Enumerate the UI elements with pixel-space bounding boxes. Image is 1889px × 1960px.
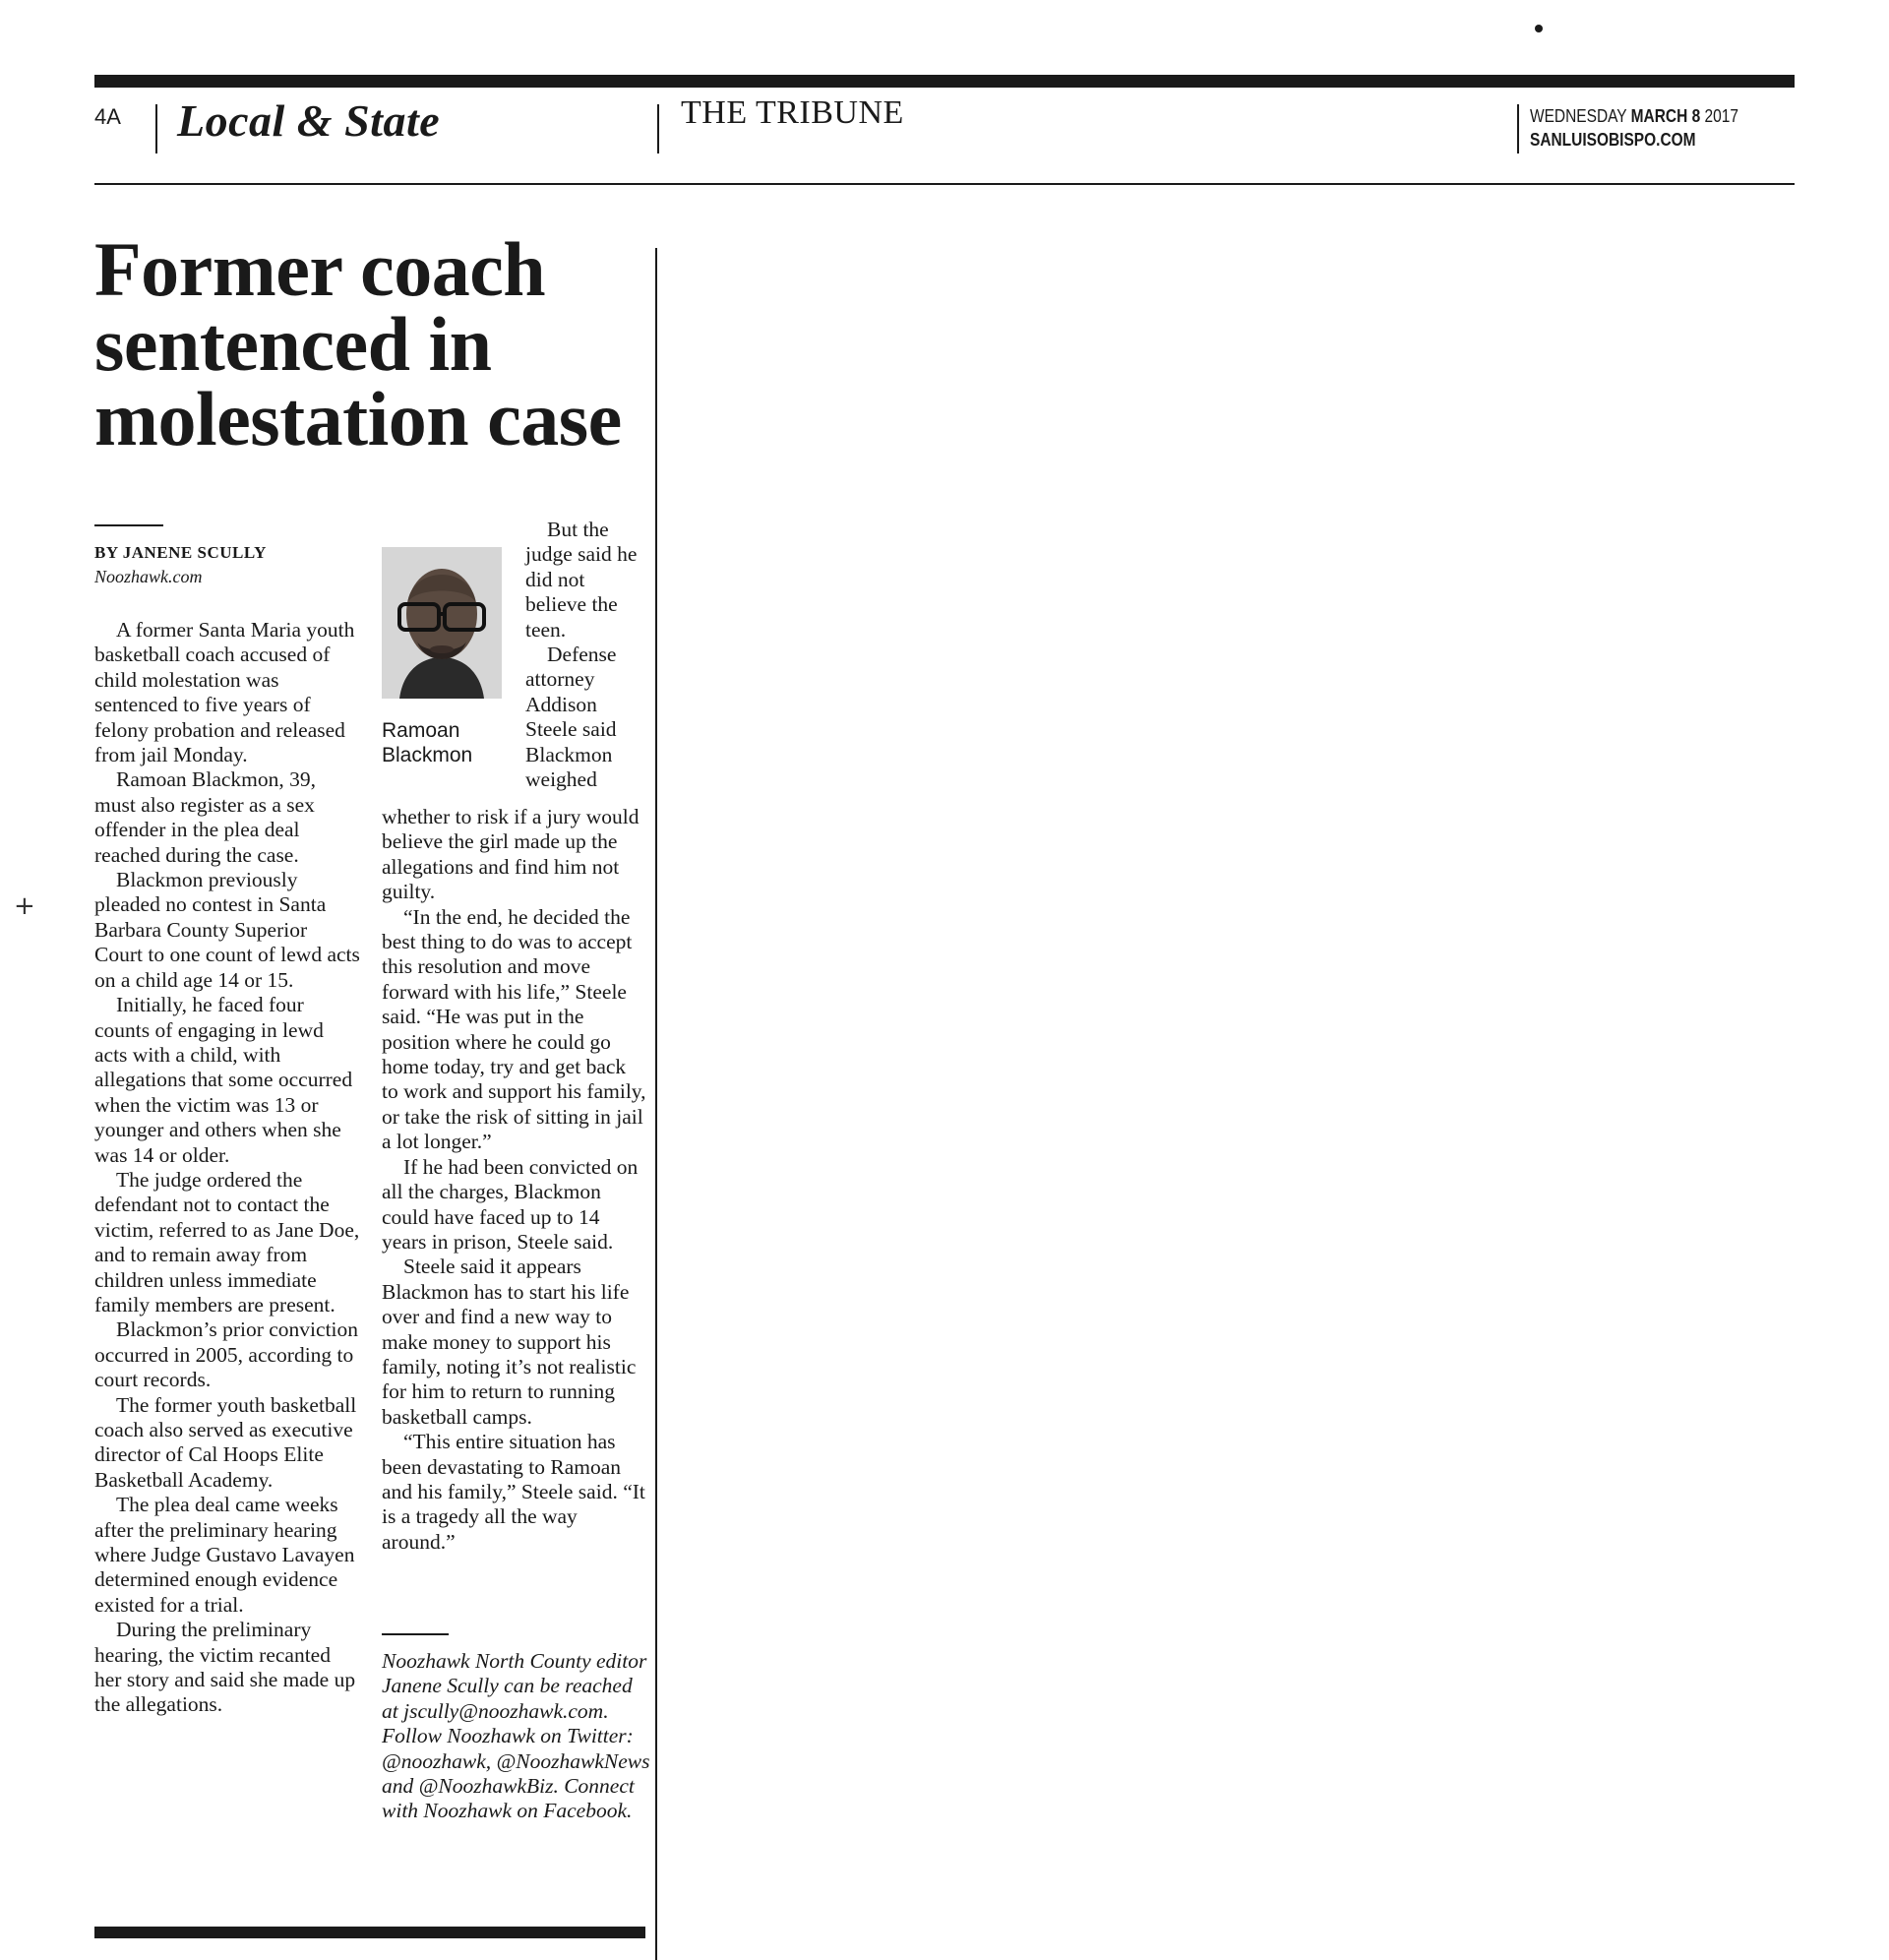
paragraph: If he had been convicted on all the charges, Blackmon could have faced up to 14 years in prison, Steele said. (382, 1154, 639, 1254)
section-title: Local & State (177, 95, 441, 146)
byline: BY JANENE SCULLY (94, 543, 267, 562)
paragraph: Ramoan Blackmon, 39, must also register as a sex offender in the plea deal reached during the case. (94, 767, 317, 867)
photo-caption (382, 718, 510, 767)
byline-rule (94, 524, 163, 526)
header-separator (155, 104, 157, 153)
footer-bar (94, 1927, 645, 1938)
paragraph: Steele said it appears Blackmon has to start his life over and find a new way to make money to support his family, noting it’s not realistic for him to return to running basketball camps. (382, 1255, 637, 1429)
paragraph: whether to risk if a jury would believe the girl made up the allegations and find him not guilty. (382, 805, 640, 904)
paragraph: But the judge said he did not believe the teen. (525, 518, 638, 642)
header-separator (657, 104, 659, 153)
paragraph: “In the end, he decided the best thing to do was to accept this resolution and move forward with his life,” Steele said. “He was put in the position where he could go home today, try and get back to work and support his family, or take the risk of sitting in jail a lot longer.” (382, 904, 646, 1154)
article-column-2 (382, 805, 647, 1555)
article-column-1 (94, 618, 360, 1718)
column-separator (655, 248, 657, 1960)
header-separator (1517, 104, 1519, 153)
paragraph: Defense attorney Addison Steele said Blackmon weighed (525, 643, 617, 792)
margin-dot (1535, 25, 1543, 32)
paragraph: The plea deal came weeks after the preliminary hearing where Judge Gustavo Lavayen determined enough evidence existed for a trial. (94, 1493, 355, 1617)
caption-line: Blackmon (382, 744, 473, 766)
paragraph: The former youth basketball coach also served as executive director of Cal Hoops Elite Basketball Academy. (94, 1392, 357, 1492)
date-day: WEDNESDAY (1530, 106, 1627, 126)
headline-line: sentenced in (94, 301, 492, 387)
paragraph: Blackmon previously pleaded no contest in Santa Barbara County Superior Court to one count of lewd acts on a child age 14 or 15. (94, 868, 360, 992)
paragraph: Initially, he faced four counts of engaging in lewd acts with a child, with allegations that some occurred when the victim was 13 or younger and others when she was 14 or older. (94, 993, 353, 1167)
website: SANLUISOBISPO.COM (1530, 130, 1696, 150)
paragraph: During the preliminary hearing, the victim recanted her story and said she made up the allegations. (94, 1618, 356, 1717)
registration-mark-icon: + (14, 891, 35, 921)
byline-source: Noozhawk.com (94, 567, 203, 586)
paragraph: The judge ordered the defendant not to contact the victim, referred to as Jane Doe, and to remain away from children unless immediate family members are present. (94, 1167, 360, 1317)
author-tagline: Noozhawk North County editor Janene Scully can be reached at jscully@noozhawk.com. Follow Noozhawk on Twitter: @noozhawk, @NoozhawkNews and @NoozhawkBiz. Connect with Noozhawk on Facebook. (382, 1649, 650, 1823)
headline-line: molestation case (94, 376, 622, 461)
paragraph: “This entire situation has been devastating to Ramoan and his family,” Steele said. “It is a tragedy all the way around.” (382, 1430, 645, 1554)
issue-date (1530, 104, 1738, 152)
headline (94, 226, 655, 461)
newspaper-name: THE TRIBUNE (681, 94, 904, 131)
date-year: 2017 (1704, 106, 1738, 126)
header-rule (94, 183, 1795, 185)
paragraph: Blackmon’s prior conviction occurred in 2005, according to court records. (94, 1317, 359, 1392)
portrait-image (382, 547, 502, 699)
mugshot-photo (382, 547, 502, 699)
article-column-2-narrow (525, 518, 649, 792)
paragraph: A former Santa Maria youth basketball coach accused of child molestation was sentenced to five years of felony probation and released from jail Monday. (94, 618, 355, 767)
headline-line: Former coach (94, 226, 546, 312)
date-month-day: MARCH 8 (1630, 106, 1701, 126)
tagline-rule (382, 1633, 449, 1635)
page-number: 4A (94, 104, 121, 129)
caption-line: Ramoan (382, 719, 460, 742)
header-top-bar (94, 75, 1795, 88)
